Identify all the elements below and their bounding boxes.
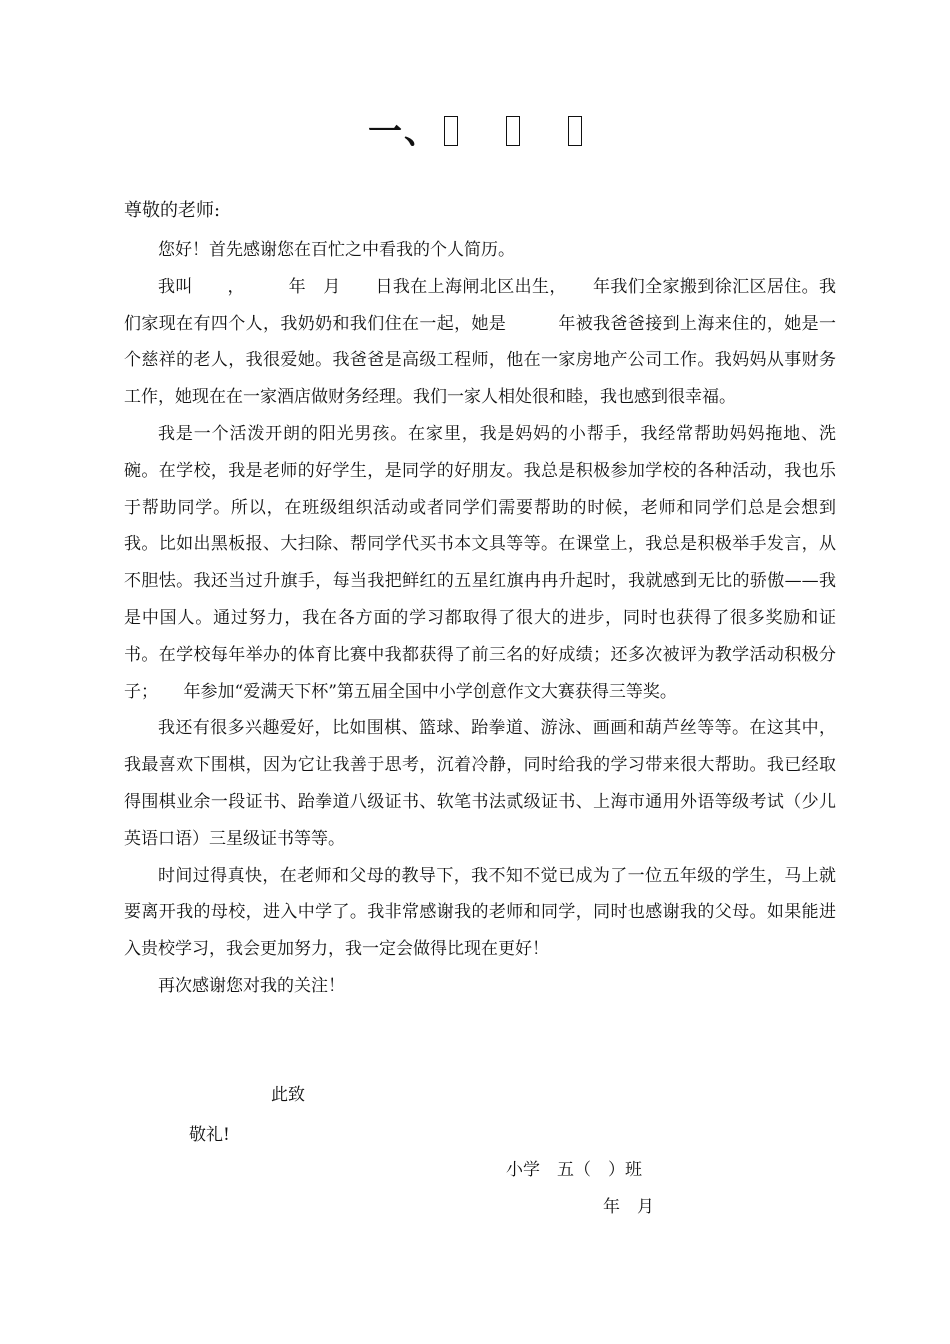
missing-glyph-box (568, 116, 582, 146)
closing-jingli: 敬礼! (189, 1125, 230, 1145)
signature-date: 年 月 (603, 1197, 654, 1217)
closing-cizhi: 此致 (271, 1085, 305, 1105)
missing-glyph-box (444, 116, 458, 146)
missing-glyph-box (506, 116, 520, 146)
paragraph-greeting: 您好！首先感谢您在百忙之中看我的个人简历。 (158, 240, 515, 260)
paragraph-thanks: 再次感谢您对我的关注！ (158, 975, 345, 996)
paragraph-family: 我叫 ， 年 月 日我在上海闸北区出生， 年我们全家搬到徐汇区居住。我们家现在有四个人，我奶奶和我们住在一起，她是 年被我爸爸接到上海来住的，她是一个慈祥的老人，我很爱她。我爸爸是高级工程师，他在一家房地产公司工作。我妈妈从事财务工作，她现在在一家酒店做财务经理。我们一家人相处很和睦，我也感到很幸福。 (124, 276, 836, 408)
paragraph-hobbies: 我还有很多兴趣爱好，比如围棋、篮球、跆拳道、游泳、画画和葫芦丝等等。在这其中，我最喜欢下围棋，因为它让我善于思考，沉着冷静，同时给我的学习带来很大帮助。我已经取得围棋业余一段证书、跆拳道八级证书、软笔书法贰级证书、上海市通用外语等级考试（少儿英语口语）三星级证书等等。 (124, 718, 836, 849)
salutation: 尊敬的老师: (124, 200, 221, 221)
page-title (0, 104, 950, 153)
paragraph-gratitude: 时间过得真快，在老师和父母的教导下，我不知不觉已成为了一位五年级的学生，马上就要离开我的母校，进入中学了。我非常感谢我的老师和同学，同时也感谢我的父母。如果能进入贵校学习，我会更加努力，我一定会做得比现在更好！ (124, 865, 836, 960)
paragraph-personality: 我是一个活泼开朗的阳光男孩。在家里，我是妈妈的小帮手，我经常帮助妈妈拖地、洗碗。在学校，我是老师的好学生，是同学的好朋友。我总是积极参加学校的各种活动，我也乐于帮助同学。所以，在班级组织活动或者同学们需要帮助的时候，老师和同学们总是会想到我。比如出黑板报、大扫除、帮同学代买书本文具等等。在课堂上，我总是积极举手发言，从不胆怯。我还当过升旗手，每当我把鲜红的五星红旗冉冉升起时，我就感到无比的骄傲——我是中国人。通过努力，我在各方面的学习都取得了很大的进步，同时也获得了很多奖励和证书。在学校每年举办的体育比赛中我都获得了前三名的好成绩；还多次被评为教学活动积极分子； 年参加“爱满天下杯”第五届全国中小学创意作文大赛获得三等奖。 (124, 423, 836, 702)
letter-body (124, 232, 836, 1005)
signature-school-class: 小学 五（ ）班 (506, 1160, 642, 1180)
title-prefix: 一、 (368, 112, 440, 152)
